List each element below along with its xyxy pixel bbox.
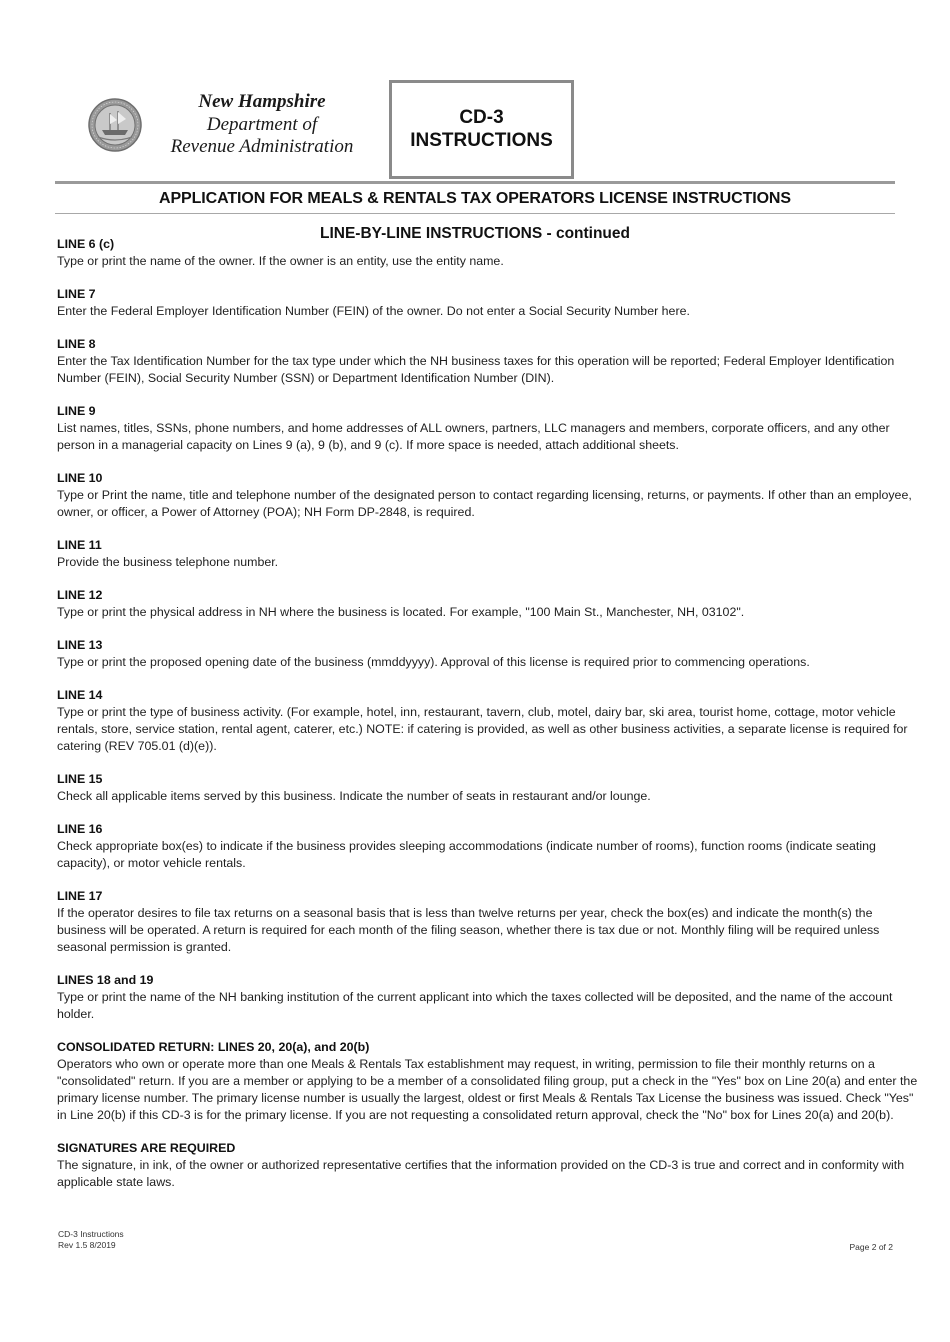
instruction-consolidated-return <box>57 1039 922 1124</box>
instruction-text: Type or print the physical address in NH where the business is located. For example, "100 Main St., Manchester, NH, 03102". <box>57 605 745 619</box>
instruction-signatures <box>57 1140 922 1191</box>
instruction-heading: LINES 18 and 19 <box>57 973 154 987</box>
instruction-text: Provide the business telephone number. <box>57 555 279 569</box>
instruction-text: Type or print the name of the NH banking institution of the current applicant into which the taxes collected will be deposited, and the name of the account holder. <box>57 990 893 1021</box>
footer-form-info <box>58 1229 124 1251</box>
agency-name <box>148 91 376 159</box>
instruction-heading: CONSOLIDATED RETURN: LINES 20, 20(a), and 20(b) <box>57 1040 370 1054</box>
instruction-line-9 <box>57 403 922 454</box>
agency-department: Department of <box>206 113 318 135</box>
form-id-box <box>389 80 574 179</box>
instruction-line-7 <box>57 286 922 320</box>
agency-division: Revenue Administration <box>170 136 354 157</box>
state-seal-icon <box>88 98 142 152</box>
agency-state: New Hampshire <box>198 91 326 112</box>
instruction-line-11 <box>57 537 922 571</box>
instruction-heading: LINE 8 <box>57 337 96 351</box>
instruction-text: Enter the Tax Identification Number for the tax type under which the NH business taxes for this operation will be reported; Federal Employer Identification Number (FEIN), Social Security Number (SSN) or Department Identification Number (DIN). <box>57 354 895 385</box>
instruction-heading: LINE 9 <box>57 404 96 418</box>
instruction-line-13 <box>57 637 922 671</box>
instruction-heading: LINE 7 <box>57 287 96 301</box>
instruction-line-16 <box>57 821 922 872</box>
page-title: APPLICATION FOR MEALS & RENTALS TAX OPERATORS LICENSE INSTRUCTIONS <box>159 190 791 207</box>
instruction-lines-18-19 <box>57 972 922 1023</box>
instruction-heading: LINE 14 <box>57 688 103 702</box>
instruction-text: Enter the Federal Employer Identification Number (FEIN) of the owner. Do not enter a Social Security Number here. <box>57 304 690 318</box>
footer-revision: Rev 1.5 8/2019 <box>58 1240 116 1250</box>
instruction-heading: LINE 13 <box>57 638 103 652</box>
instruction-text: The signature, in ink, of the owner or authorized representative certifies that the information provided on the CD-3 is true and correct and in conformity with applicable state laws. <box>57 1158 905 1189</box>
form-id: CD-3 <box>459 107 504 128</box>
instruction-line-12 <box>57 587 922 621</box>
page-number: Page 2 of 2 <box>849 1242 893 1252</box>
instruction-text: Check all applicable items served by this business. Indicate the number of seats in restaurant and/or lounge. <box>57 789 651 803</box>
instructions-body <box>57 236 922 1207</box>
instruction-heading: LINE 11 <box>57 538 102 552</box>
section-subtitle: LINE-BY-LINE INSTRUCTIONS - continued <box>320 225 630 242</box>
instruction-line-10 <box>57 470 922 521</box>
instruction-line-17 <box>57 888 922 956</box>
instruction-heading: LINE 6 (c) <box>57 237 115 251</box>
instruction-line-14 <box>57 687 922 755</box>
instruction-heading: SIGNATURES ARE REQUIRED <box>57 1141 236 1155</box>
instruction-heading: LINE 12 <box>57 588 103 602</box>
instruction-heading: LINE 15 <box>57 772 103 786</box>
title-divider <box>55 213 895 214</box>
instruction-line-15 <box>57 771 922 805</box>
instruction-text: If the operator desires to file tax returns on a seasonal basis that is less than twelve returns per year, check the box(es) and indicate the month(s) the business will be operated. A return is required for each month of the filing season, whether there is tax due or not. Monthly filing will be required unless seasonal permission is granted. <box>57 906 880 954</box>
instruction-text: Type or print the name of the owner. If the owner is an entity, use the entity name. <box>57 254 504 268</box>
instruction-text: Check appropriate box(es) to indicate if the business provides sleeping accommodations (indicate number of rooms), function rooms (indicate seating capacity), or motor vehicle rentals. <box>57 839 876 870</box>
instruction-text: Operators who own or operate more than one Meals & Rentals Tax establishment may request, in writing, permission to file their monthly returns on a "consolidated" return. If you are a member or applying to be a member of a consolidated filing group, put a check in the "Yes" box on Line 20(a) and enter the primary license number. The primary license number is usually the largest, oldest or first Meals & Rentals Tax License the business was issued. Check "Yes" in Line 20(b) if this CD-3 is for the primary license. If you are not requesting a consolidated return approval, check the "No" box for Lines 20(a) and 20(b). <box>57 1057 918 1122</box>
instruction-line-6c <box>57 236 922 270</box>
instruction-text: Type or print the type of business activity. (For example, hotel, inn, restaurant, tavern, club, motel, dairy bar, ski area, tourist home, cottage, motor vehicle rentals, store, service station, rental agent, caterer, etc.) NOTE: if catering is provided, as well as other business activities, a separate license is required for catering (REV 705.01 (d)(e)). <box>57 705 908 753</box>
instruction-text: Type or Print the name, title and telephone number of the designated person to contact regarding licensing, returns, or payments. If other than an employee, owner, or officer, a Power of Attorney (POA); NH Form DP-2848, is required. <box>57 488 912 519</box>
footer-form-name: CD-3 Instructions <box>58 1229 124 1239</box>
form-type: INSTRUCTIONS <box>410 129 553 151</box>
instruction-text: Type or print the proposed opening date of the business (mmddyyyy). Approval of this license is required prior to commencing operations. <box>57 655 810 669</box>
instruction-heading: LINE 16 <box>57 822 103 836</box>
instruction-line-8 <box>57 336 922 387</box>
header-divider <box>55 181 895 184</box>
instruction-heading: LINE 10 <box>57 471 103 485</box>
instruction-text: List names, titles, SSNs, phone numbers, and home addresses of ALL owners, partners, LLC managers and members, corporate officers, and any other person in a managerial capacity on Lines 9 (a), 9 (b), and 9 (c). If more space is needed, attach additional sheets. <box>57 421 890 452</box>
instruction-heading: LINE 17 <box>57 889 103 903</box>
